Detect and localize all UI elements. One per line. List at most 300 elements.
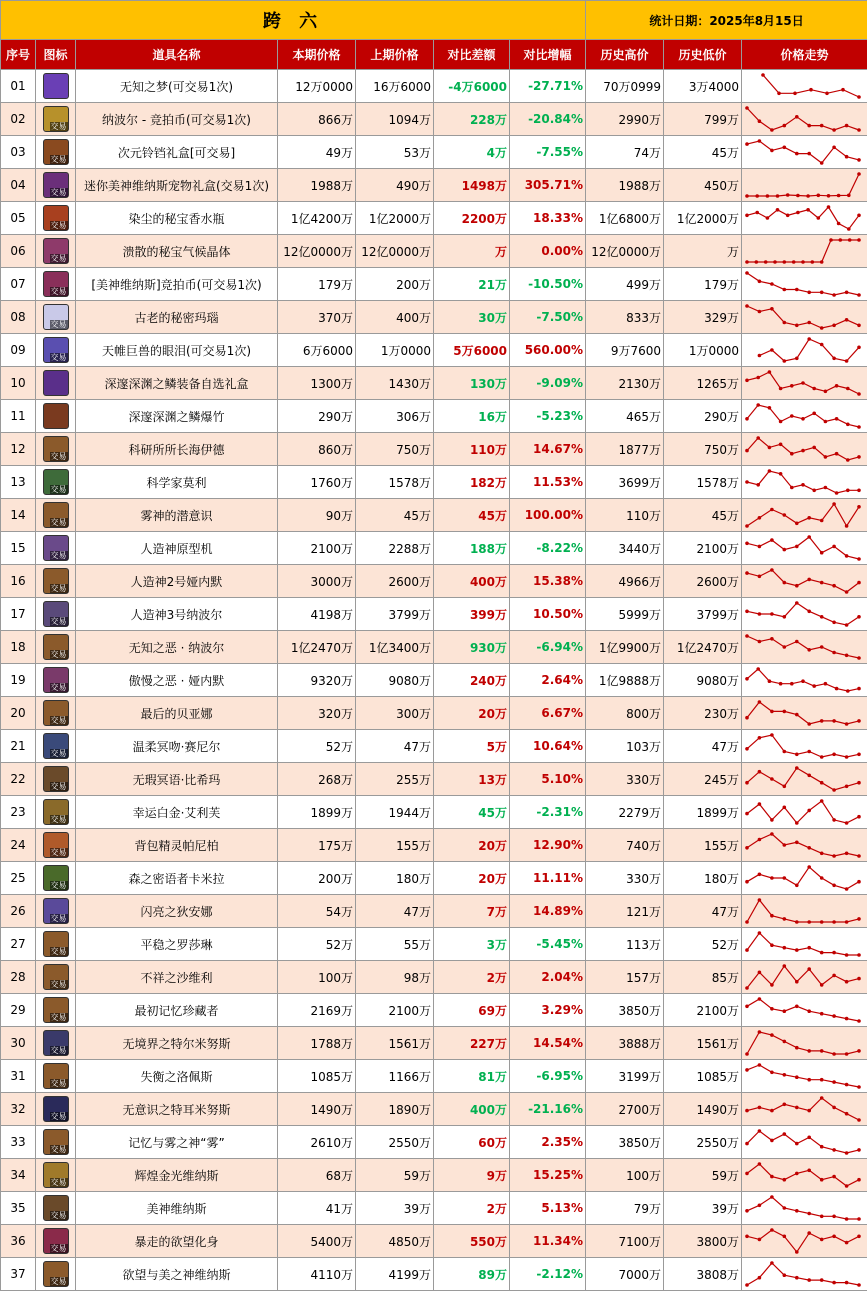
price-difference: 399万 — [434, 598, 510, 631]
trend-point — [783, 750, 787, 754]
table-row[interactable] — [1, 1093, 867, 1126]
trend-point — [857, 489, 861, 493]
item-icon-cell — [36, 961, 76, 994]
table-row[interactable] — [1, 103, 867, 136]
current-price: 5400万 — [278, 1225, 356, 1258]
table-row[interactable] — [1, 1027, 867, 1060]
trend-line — [747, 1263, 859, 1285]
trend-point — [758, 640, 762, 644]
item-name: 科研所所长海伊德 — [76, 433, 278, 466]
previous-price: 12亿0000万 — [356, 235, 434, 268]
history-high: 2279万 — [586, 796, 664, 829]
trend-point — [832, 974, 836, 978]
table-row[interactable] — [1, 895, 867, 928]
trend-line — [747, 702, 859, 724]
table-row[interactable] — [1, 70, 867, 103]
trend-point — [795, 1005, 799, 1009]
history-high: 110万 — [586, 499, 664, 532]
trend-point — [857, 1019, 861, 1023]
trend-point — [845, 524, 849, 528]
item-name: 失衡之洛佩斯 — [76, 1060, 278, 1093]
history-high: 800万 — [586, 697, 664, 730]
row-index: 07 — [1, 268, 36, 301]
trend-point — [758, 1276, 762, 1280]
trend-cell — [742, 334, 867, 367]
trend-point — [801, 679, 805, 683]
trend-point — [783, 1206, 787, 1210]
item-icon — [43, 1162, 69, 1188]
price-difference: 万 — [434, 235, 510, 268]
trend-point — [758, 736, 762, 740]
history-high: 7000万 — [586, 1258, 664, 1291]
trend-point — [770, 1109, 774, 1113]
trend-point — [764, 260, 768, 264]
previous-price: 9080万 — [356, 664, 434, 697]
trade-badge: 交易 — [50, 1013, 67, 1022]
trend-point — [841, 88, 845, 92]
item-icon-cell — [36, 829, 76, 862]
current-price: 52万 — [278, 730, 356, 763]
trend-line — [747, 933, 859, 955]
price-change-percent: -27.71% — [510, 70, 586, 103]
item-icon-cell — [36, 1093, 76, 1126]
trend-point — [795, 545, 799, 549]
trend-point — [845, 1052, 849, 1056]
trend-line — [747, 1230, 859, 1252]
trend-point — [839, 238, 843, 242]
table-row[interactable] — [1, 466, 867, 499]
stat-date: 统计日期：2025年8月15日 — [586, 1, 867, 40]
trend-point — [795, 601, 799, 605]
trend-point — [758, 354, 762, 358]
table-row[interactable] — [1, 400, 867, 433]
item-icon — [43, 931, 69, 957]
trend-point — [770, 508, 774, 512]
history-high: 833万 — [586, 301, 664, 334]
current-price: 1085万 — [278, 1060, 356, 1093]
row-index: 22 — [1, 763, 36, 796]
item-icon — [43, 997, 69, 1023]
trend-cell — [742, 763, 867, 796]
previous-price: 255万 — [356, 763, 434, 796]
table-row[interactable] — [1, 796, 867, 829]
trend-point — [783, 946, 787, 950]
item-name: 深邃深渊之鳞装备自选礼盒 — [76, 367, 278, 400]
trend-point — [827, 205, 831, 209]
trade-badge: 交易 — [50, 650, 67, 659]
trend-point — [758, 310, 762, 314]
item-name: 无知之恶 · 纳波尔 — [76, 631, 278, 664]
trend-line — [747, 900, 859, 922]
item-icon — [43, 799, 69, 825]
item-icon — [43, 271, 69, 297]
price-change-percent: -6.95% — [510, 1060, 586, 1093]
price-trend-sparkline — [742, 1226, 864, 1256]
trend-point — [824, 390, 828, 394]
trend-point — [795, 640, 799, 644]
history-low: 450万 — [664, 169, 742, 202]
previous-price: 47万 — [356, 895, 434, 928]
trend-line — [747, 240, 859, 262]
item-name: 记忆与雾之神“雾” — [76, 1126, 278, 1159]
price-trend-sparkline — [742, 632, 864, 662]
item-icon — [43, 700, 69, 726]
trend-point — [756, 403, 760, 407]
item-name: 次元铃铛礼盒[可交易] — [76, 136, 278, 169]
table-row[interactable] — [1, 169, 867, 202]
item-icon — [43, 601, 69, 627]
row-index: 10 — [1, 367, 36, 400]
history-low: 47万 — [664, 730, 742, 763]
history-low: 1561万 — [664, 1027, 742, 1060]
price-trend-sparkline — [742, 500, 864, 530]
table-row[interactable] — [1, 499, 867, 532]
table-row[interactable] — [1, 730, 867, 763]
row-index: 26 — [1, 895, 36, 928]
row-index: 21 — [1, 730, 36, 763]
previous-price: 59万 — [356, 1159, 434, 1192]
history-high: 2990万 — [586, 103, 664, 136]
trend-cell — [742, 103, 867, 136]
price-change-percent: -9.09% — [510, 367, 586, 400]
price-change-percent: -2.31% — [510, 796, 586, 829]
trend-point — [832, 788, 836, 792]
history-high: 12亿0000万 — [586, 235, 664, 268]
table-row[interactable] — [1, 763, 867, 796]
previous-price: 200万 — [356, 268, 434, 301]
price-difference: 20万 — [434, 697, 510, 730]
table-row[interactable] — [1, 631, 867, 664]
price-difference: 4万 — [434, 136, 510, 169]
current-price: 41万 — [278, 1192, 356, 1225]
trend-cell — [742, 598, 867, 631]
trend-point — [832, 146, 836, 150]
trend-point — [755, 194, 759, 198]
trade-badge: 交易 — [50, 617, 67, 626]
trend-point — [783, 1273, 787, 1277]
trend-point — [796, 194, 800, 198]
current-price: 1亿2470万 — [278, 631, 356, 664]
trend-point — [832, 1080, 836, 1084]
item-icon-cell — [36, 499, 76, 532]
table-row[interactable] — [1, 367, 867, 400]
trend-point — [857, 425, 861, 429]
trend-point — [770, 637, 774, 641]
price-change-percent: 5.10% — [510, 763, 586, 796]
current-price: 2610万 — [278, 1126, 356, 1159]
trend-point — [768, 370, 772, 374]
trend-point — [770, 876, 774, 880]
current-price: 1300万 — [278, 367, 356, 400]
trend-point — [758, 873, 762, 877]
row-index: 31 — [1, 1060, 36, 1093]
table-row[interactable] — [1, 697, 867, 730]
trend-point — [835, 452, 839, 456]
trend-point — [857, 615, 861, 619]
trend-point — [758, 1129, 762, 1133]
table-row[interactable] — [1, 1225, 867, 1258]
trend-point — [779, 443, 783, 447]
trend-point — [807, 535, 811, 539]
trend-point — [795, 522, 799, 526]
history-high: 3888万 — [586, 1027, 664, 1060]
trend-point — [846, 689, 850, 693]
price-difference: 3万 — [434, 928, 510, 961]
trend-point — [745, 610, 749, 614]
item-name: 闪亮之狄安娜 — [76, 895, 278, 928]
trend-point — [770, 282, 774, 286]
trend-point — [807, 1212, 811, 1216]
trend-point — [857, 172, 861, 176]
trend-point — [832, 753, 836, 757]
history-low: 47万 — [664, 895, 742, 928]
row-index: 19 — [1, 664, 36, 697]
trade-badge: 交易 — [50, 848, 67, 857]
trend-point — [824, 486, 828, 490]
trend-point — [790, 486, 794, 490]
trend-point — [820, 755, 824, 759]
price-difference: 400万 — [434, 565, 510, 598]
item-name: [美神维纳斯]竞拍币(可交易1次) — [76, 268, 278, 301]
trend-line — [747, 207, 859, 229]
item-name: 背包精灵帕尼柏 — [76, 829, 278, 862]
trend-point — [811, 260, 815, 264]
trend-point — [795, 766, 799, 770]
table-row[interactable] — [1, 1060, 867, 1093]
table-row[interactable] — [1, 1126, 867, 1159]
row-index: 35 — [1, 1192, 36, 1225]
table-row[interactable] — [1, 1258, 867, 1291]
trend-point — [857, 977, 861, 981]
row-index: 23 — [1, 796, 36, 829]
item-icon-cell — [36, 268, 76, 301]
trend-point — [845, 785, 849, 789]
price-difference: 188万 — [434, 532, 510, 565]
item-icon — [43, 1195, 69, 1221]
item-icon-cell — [36, 697, 76, 730]
price-trend-sparkline — [742, 335, 864, 365]
history-low: 85万 — [664, 961, 742, 994]
trend-point — [845, 953, 849, 957]
price-trend-sparkline — [742, 236, 864, 266]
trend-point — [779, 682, 783, 686]
trend-point — [845, 980, 849, 984]
row-index: 16 — [1, 565, 36, 598]
price-difference: 182万 — [434, 466, 510, 499]
trend-point — [820, 581, 824, 585]
trend-point — [745, 304, 749, 308]
table-row[interactable] — [1, 565, 867, 598]
previous-price: 45万 — [356, 499, 434, 532]
trend-point — [745, 634, 749, 638]
trend-cell — [742, 565, 867, 598]
trend-cell — [742, 1225, 867, 1258]
trend-point — [812, 684, 816, 688]
table-row[interactable] — [1, 994, 867, 1027]
table-row[interactable] — [1, 136, 867, 169]
trend-cell — [742, 1258, 867, 1291]
trend-point — [820, 1012, 824, 1016]
current-price: 2169万 — [278, 994, 356, 1027]
trend-point — [745, 677, 749, 681]
table-row[interactable] — [1, 1192, 867, 1225]
previous-price: 1亿2000万 — [356, 202, 434, 235]
table-row[interactable] — [1, 268, 867, 301]
trend-point — [756, 667, 760, 671]
trend-point — [795, 1142, 799, 1146]
table-row[interactable] — [1, 664, 867, 697]
table-row[interactable] — [1, 334, 867, 367]
trend-point — [857, 214, 861, 218]
trend-point — [758, 838, 762, 842]
trend-point — [777, 92, 781, 96]
trend-point — [807, 774, 811, 778]
history-low: 799万 — [664, 103, 742, 136]
table-row[interactable] — [1, 961, 867, 994]
previous-price: 400万 — [356, 301, 434, 334]
item-name: 最初记忆珍藏者 — [76, 994, 278, 1027]
trend-point — [806, 208, 810, 212]
table-row[interactable] — [1, 862, 867, 895]
table-row[interactable] — [1, 235, 867, 268]
previous-price: 180万 — [356, 862, 434, 895]
row-index: 09 — [1, 334, 36, 367]
trend-point — [758, 139, 762, 143]
current-price: 320万 — [278, 697, 356, 730]
item-icon-cell — [36, 1126, 76, 1159]
current-price: 290万 — [278, 400, 356, 433]
trend-point — [783, 806, 787, 810]
price-difference: 2万 — [434, 961, 510, 994]
table-row[interactable] — [1, 301, 867, 334]
trend-point — [827, 194, 831, 198]
trend-point — [770, 307, 774, 311]
trend-point — [756, 376, 760, 380]
trend-point — [857, 917, 861, 921]
history-high: 3199万 — [586, 1060, 664, 1093]
previous-price: 490万 — [356, 169, 434, 202]
trend-point — [807, 1169, 811, 1173]
row-index: 34 — [1, 1159, 36, 1192]
trend-line — [747, 834, 859, 856]
item-icon — [43, 898, 69, 924]
history-high: 3850万 — [586, 1126, 664, 1159]
row-index: 02 — [1, 103, 36, 136]
trend-point — [857, 1118, 861, 1122]
trade-badge: 交易 — [50, 287, 67, 296]
table-row[interactable] — [1, 532, 867, 565]
price-trend-sparkline — [742, 401, 864, 431]
trend-point — [846, 458, 850, 462]
item-icon-cell — [36, 70, 76, 103]
price-difference: 9万 — [434, 1159, 510, 1192]
item-icon — [43, 1096, 69, 1122]
history-high: 1877万 — [586, 433, 664, 466]
trend-point — [857, 238, 861, 242]
trend-point — [845, 1151, 849, 1155]
trend-point — [857, 880, 861, 884]
trend-point — [845, 124, 849, 128]
trend-point — [783, 1178, 787, 1182]
price-trend-sparkline — [742, 995, 864, 1025]
trend-point — [832, 584, 836, 588]
item-icon — [43, 403, 69, 429]
trend-cell — [742, 895, 867, 928]
trend-point — [807, 722, 811, 726]
item-icon-cell — [36, 334, 76, 367]
trend-cell — [742, 862, 867, 895]
price-change-percent: 18.33% — [510, 202, 586, 235]
trend-point — [758, 119, 762, 123]
item-name: 幸运白金·艾利芙 — [76, 796, 278, 829]
trend-point — [820, 1049, 824, 1053]
item-icon-cell — [36, 664, 76, 697]
trend-line — [747, 273, 859, 295]
trend-point — [783, 964, 787, 968]
trend-cell — [742, 1159, 867, 1192]
table-row[interactable] — [1, 598, 867, 631]
history-low: 2100万 — [664, 994, 742, 1027]
trend-point — [795, 1209, 799, 1213]
item-name: 溃散的秘宝气候晶体 — [76, 235, 278, 268]
col-header-name: 道具名称 — [76, 40, 278, 70]
trend-point — [768, 406, 772, 410]
trend-point — [795, 152, 799, 156]
price-change-percent: 11.53% — [510, 466, 586, 499]
trend-cell — [742, 1060, 867, 1093]
trend-point — [837, 194, 841, 198]
trend-point — [761, 73, 765, 77]
trend-point — [790, 384, 794, 388]
trend-point — [832, 293, 836, 297]
trend-point — [857, 158, 861, 162]
table-row[interactable] — [1, 1159, 867, 1192]
trend-point — [832, 854, 836, 858]
trend-point — [795, 1172, 799, 1176]
price-difference: -4万6000 — [434, 70, 510, 103]
trend-point — [770, 1033, 774, 1037]
trend-point — [783, 124, 787, 128]
history-high: 9万7600 — [586, 334, 664, 367]
history-low: 245万 — [664, 763, 742, 796]
item-icon — [43, 337, 69, 363]
table-row[interactable] — [1, 928, 867, 961]
table-row[interactable] — [1, 433, 867, 466]
trend-point — [835, 417, 839, 421]
trend-cell — [742, 169, 867, 202]
trend-cell — [742, 664, 867, 697]
history-low: 180万 — [664, 862, 742, 895]
item-name: 人造神2号娅内默 — [76, 565, 278, 598]
trend-point — [825, 92, 829, 96]
price-difference: 2万 — [434, 1192, 510, 1225]
row-index: 04 — [1, 169, 36, 202]
trend-point — [745, 449, 749, 453]
trend-point — [770, 149, 774, 153]
table-row[interactable] — [1, 202, 867, 235]
trade-badge: 交易 — [50, 452, 67, 461]
price-change-percent: 6.67% — [510, 697, 586, 730]
item-icon — [43, 502, 69, 528]
trade-badge: 交易 — [50, 782, 67, 791]
trend-point — [793, 92, 797, 96]
trend-point — [857, 781, 861, 785]
trend-point — [809, 88, 813, 92]
trend-point — [745, 194, 749, 198]
trend-point — [820, 615, 824, 619]
history-high: 1亿9900万 — [586, 631, 664, 664]
table-row[interactable] — [1, 829, 867, 862]
